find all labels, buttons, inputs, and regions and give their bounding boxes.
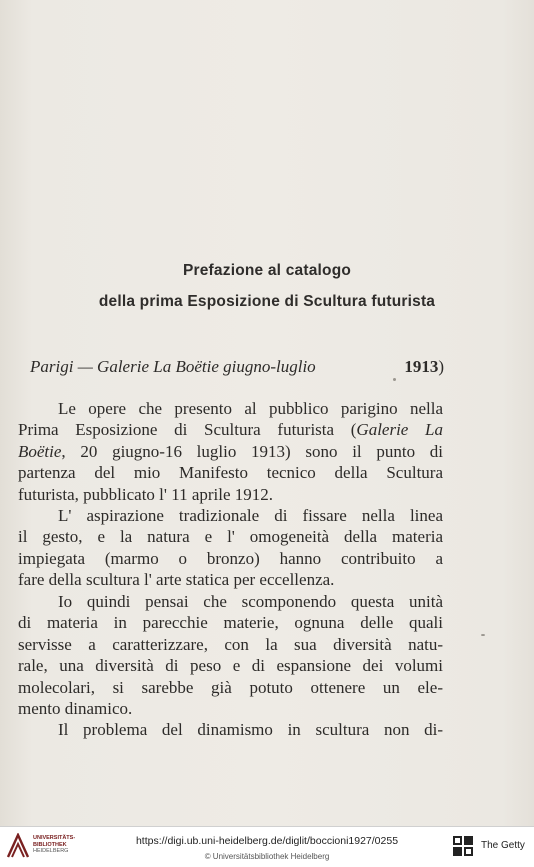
library-name-line: UNIVERSITÄTS- (33, 835, 76, 841)
text-line: servisse a caratterizzare, con la sua diversità natu- (18, 634, 443, 654)
text-line: futurista, pubblicato l' 11 aprile 1912. (18, 484, 274, 504)
text-line: L' aspirazione tradizionale di fissare nella linea (58, 506, 443, 525)
text-line: di materia in parecchie materie, ognuna delle quali (18, 613, 443, 633)
text-line: Boëtie, 20 giugno-16 luglio 1913) sono il punto di (18, 441, 443, 461)
subheading-paren: ) (438, 357, 444, 376)
subheading-year: 1913 (404, 357, 439, 376)
paragraph-3 (18, 591, 443, 719)
text-line: partenza del mio Manifesto tecnico della Scultura (18, 463, 443, 483)
text-line: molecolari, si sarebbe già potuto ottenere un ele- (18, 677, 443, 697)
viewer-footer (0, 826, 534, 867)
text-line: mento dinamico. (18, 698, 133, 718)
page-url-link[interactable]: https://digi.ub.uni-heidelberg.de/diglit/boccioni1927/0255 (135, 835, 399, 847)
title-line-1: Prefazione al catalogo (182, 262, 352, 279)
text-line: il gesto, e la natura e l' omogeneità della materia (18, 527, 443, 547)
text-line: impiegata (marmo o bronzo) hanno contribuito a (18, 548, 443, 568)
subheading-place-date: Parigi — Galerie La Boëtie giugno-luglio (30, 357, 316, 376)
copyright-text: © Universitätsbibliothek Heidelberg (204, 852, 330, 861)
title-line-2: della prima Esposizione di Scultura futurista (98, 293, 436, 310)
text-line: Il problema del dinamismo in scultura non di- (58, 720, 443, 739)
text-line: fare della scultura l' arte statica per eccellenza. (18, 570, 335, 590)
paragraph-2 (18, 505, 443, 591)
partner-name: The Getty (481, 840, 525, 851)
subheading-year-group (404, 357, 444, 377)
library-name-line: BIBLIOTHEK (33, 841, 67, 848)
text-line: Prima Esposizione di Scultura futurista (Galerie La (18, 420, 443, 440)
text-line: Le opere che presento al pubblico parigino nella (58, 399, 443, 418)
library-name-line: HEIDELBERG (33, 848, 69, 855)
text-line: Io quindi pensai che scomponendo questa unità (58, 592, 443, 611)
subheading (30, 357, 444, 377)
text-line: rale, una diversità di peso e di espansione dei volumi (18, 656, 443, 676)
paragraph-4 (18, 719, 443, 740)
getty-logo-icon[interactable] (452, 835, 474, 857)
paper-speck (393, 378, 396, 381)
paper-speck (481, 634, 485, 636)
paragraph-1 (18, 398, 443, 505)
